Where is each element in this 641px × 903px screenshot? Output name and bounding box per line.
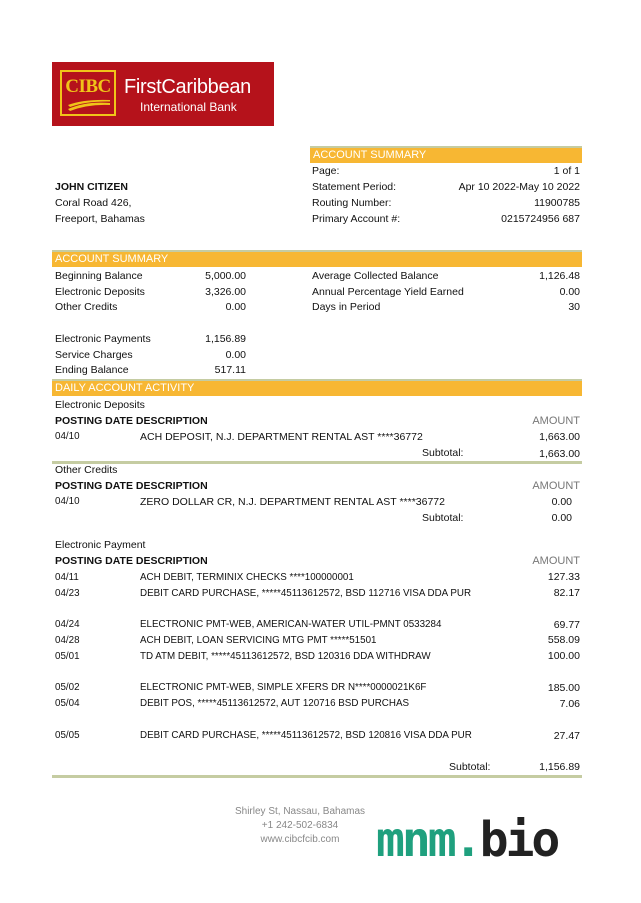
credits-col-desc: POSTING DATE DESCRIPTION (55, 480, 208, 492)
payment-row-desc: ACH DEBIT, TERMINIX CHECKS ****100000001 (140, 572, 354, 583)
customer-address-line2: Freeport, Bahamas (55, 213, 145, 225)
payment-row-desc: ELECTRONIC PMT-WEB, SIMPLE XFERS DR N****0000021K6F (140, 682, 427, 693)
footer-address: Shirley St, Nassau, Bahamas (234, 806, 366, 817)
deposit-row-amount: 1,663.00 (539, 431, 580, 443)
electronic-deposits-value: 3,326.00 (205, 286, 246, 298)
payments-subtotal-value: 1,156.89 (539, 761, 580, 773)
payment-row-desc: ELECTRONIC PMT-WEB, AMERICAN-WATER UTIL-PMNT 0533284 (140, 619, 442, 630)
cibc-mark-text: CIBC (65, 76, 111, 97)
credits-section-title: Other Credits (55, 464, 118, 476)
deposits-subtotal-value: 1,663.00 (539, 448, 580, 460)
payment-row-desc: DEBIT CARD PURCHASE, *****45113612572, BSD 112716 VISA DDA PUR (140, 588, 472, 599)
footer-website[interactable]: www.cibcfcib.com (260, 834, 340, 845)
payment-row-desc: ACH DEBIT, LOAN SERVICING MTG PMT *****51501 (140, 635, 377, 646)
payments-col-desc: POSTING DATE DESCRIPTION (55, 555, 208, 567)
payment-row-date: 04/24 (55, 619, 80, 630)
watermark (376, 812, 557, 868)
credits-subtotal-label: Subtotal: (422, 512, 464, 524)
credits-subtotal-value: 0.00 (551, 512, 572, 524)
deposits-subtotal-label: Subtotal: (422, 447, 464, 459)
account-summary-bar: ACCOUNT SUMMARY (52, 250, 582, 267)
page-value: 1 of 1 (553, 165, 580, 177)
statement-period-label: Statement Period: (312, 181, 397, 193)
payment-row-date: 05/02 (55, 682, 80, 693)
ending-balance-value: 517.11 (214, 364, 246, 376)
header-summary-bar: ACCOUNT SUMMARY (310, 146, 582, 163)
payment-row-amount: 27.47 (553, 730, 580, 742)
statement-period-value: Apr 10 2022-May 10 2022 (458, 181, 580, 193)
other-credits-value: 0.00 (225, 301, 246, 313)
primary-account-label: Primary Account #: (312, 213, 401, 225)
ending-balance-label: Ending Balance (55, 364, 129, 376)
avg-collected-balance-value: 1,126.48 (539, 270, 580, 282)
payment-row-date: 04/28 (55, 635, 80, 646)
payment-row-date: 05/05 (55, 730, 80, 741)
credit-row-amount: 0.00 (551, 496, 572, 508)
deposits-col-amount: AMOUNT (532, 415, 580, 427)
deposits-divider (52, 461, 582, 464)
bank-subname: International Bank (140, 100, 237, 114)
electronic-deposits-label: Electronic Deposits (55, 286, 145, 298)
customer-address-line1: Coral Road 426, (55, 197, 132, 209)
electronic-payments-value: 1,156.89 (205, 333, 246, 345)
daily-activity-bar: DAILY ACCOUNT ACTIVITY (52, 379, 582, 396)
payment-row-date: 05/01 (55, 651, 80, 662)
payment-row-date: 04/11 (55, 572, 79, 583)
credit-row-date: 04/10 (55, 496, 80, 507)
payment-row-desc: TD ATM DEBIT, *****45113612572, BSD 120316 DDA WITHDRAW (140, 651, 431, 662)
beginning-balance-label: Beginning Balance (55, 270, 143, 282)
footer-phone: +1 242-502-6834 (261, 820, 339, 831)
bank-logo (52, 62, 274, 126)
primary-account-value: 0215724956 687 (501, 213, 580, 225)
days-in-period-label: Days in Period (312, 301, 381, 313)
payment-row-amount: 558.09 (547, 634, 580, 646)
payment-row-date: 05/04 (55, 698, 80, 709)
payment-row-desc: DEBIT POS, *****45113612572, AUT 120716 BSD PURCHAS (140, 698, 410, 709)
swoosh-icon (66, 99, 112, 111)
customer-name: JOHN CITIZEN (55, 181, 128, 193)
routing-number-value: 11900785 (534, 197, 580, 209)
deposits-col-desc: POSTING DATE DESCRIPTION (55, 415, 208, 427)
other-credits-label: Other Credits (55, 301, 118, 313)
cibc-mark (60, 70, 116, 116)
payment-row-amount: 82.17 (553, 587, 580, 599)
deposit-row-date: 04/10 (55, 431, 80, 442)
payment-row-date: 04/23 (55, 588, 80, 599)
page-label: Page: (312, 165, 340, 177)
service-charges-label: Service Charges (55, 349, 133, 361)
bank-name: FirstCaribbean (124, 76, 251, 98)
avg-collected-balance-label: Average Collected Balance (312, 270, 439, 282)
payments-section-title: Electronic Payment (55, 539, 146, 551)
apy-earned-value: 0.00 (559, 286, 580, 298)
payment-row-desc: DEBIT CARD PURCHASE, *****45113612572, BSD 120816 VISA DDA PUR (140, 730, 472, 741)
days-in-period-value: 30 (568, 301, 580, 313)
deposits-section-title: Electronic Deposits (55, 399, 145, 411)
payments-col-amount: AMOUNT (532, 555, 580, 567)
watermark-part1: mnm. (376, 812, 480, 868)
payment-row-amount: 69.77 (553, 619, 580, 631)
beginning-balance-value: 5,000.00 (205, 270, 246, 282)
payment-row-amount: 7.06 (559, 698, 580, 710)
payments-divider (52, 775, 582, 778)
payment-row-amount: 127.33 (547, 571, 580, 583)
credit-row-desc: ZERO DOLLAR CR, N.J. DEPARTMENT RENTAL AST ****36772 (140, 496, 445, 508)
payment-row-amount: 100.00 (547, 650, 580, 662)
deposit-row-desc: ACH DEPOSIT, N.J. DEPARTMENT RENTAL AST ****36772 (140, 431, 423, 443)
service-charges-value: 0.00 (225, 349, 246, 361)
payments-subtotal-label: Subtotal: (449, 761, 491, 773)
electronic-payments-label: Electronic Payments (55, 333, 151, 345)
payment-row-amount: 185.00 (547, 682, 580, 694)
routing-number-label: Routing Number: (312, 197, 392, 209)
apy-earned-label: Annual Percentage Yield Earned (312, 286, 464, 298)
watermark-part2: bio (479, 812, 558, 868)
credits-col-amount: AMOUNT (532, 480, 580, 492)
